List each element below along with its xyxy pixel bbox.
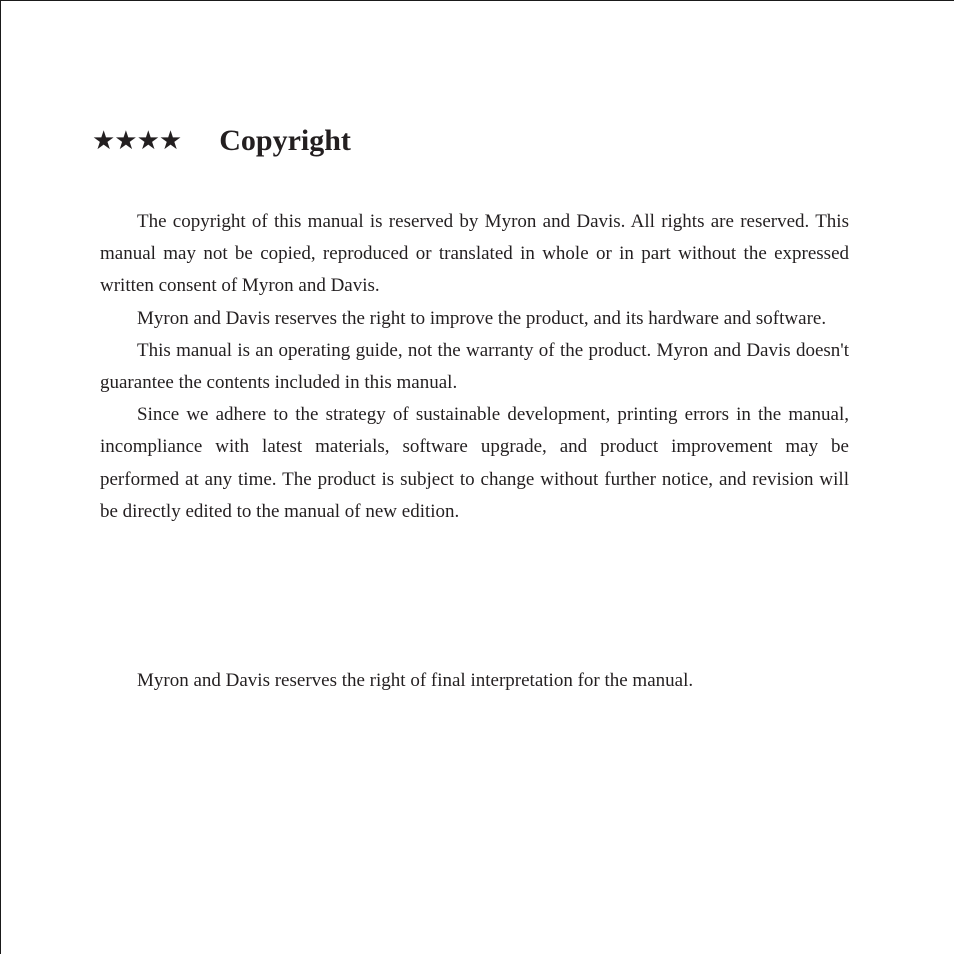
page-title: Copyright: [219, 124, 351, 157]
star-rating-icon: ★★★★: [92, 126, 182, 156]
paragraph-operating-guide: This manual is an operating guide, not the warranty of the product. Myron and Davis doesn't guarantee the contents included in this manual.: [100, 339, 849, 394]
section-heading: [92, 119, 351, 163]
paragraph-improvement-rights: Myron and Davis reserves the right to improve the product, and its hardware and software.: [137, 307, 827, 329]
paragraph-copyright-notice: The copyright of this manual is reserved by Myron and Davis. All rights are reserved. This manual may not be copied, reproduced or translated in whole or in part without the expressed written consent of Myron and Davis.: [100, 211, 849, 297]
final-interpretation-note: Myron and Davis reserves the right of final interpretation for the manual.: [137, 670, 694, 691]
copyright-body: [100, 206, 849, 528]
paragraph-sustainable-development: Since we adhere to the strategy of sustainable development, printing errors in the manual, incompliance with latest materials, software upgrade, and product improvement may be performed at any time. The product is subject to change without further notice, and revision will be directly edited to the manual of new edition.: [100, 404, 849, 522]
